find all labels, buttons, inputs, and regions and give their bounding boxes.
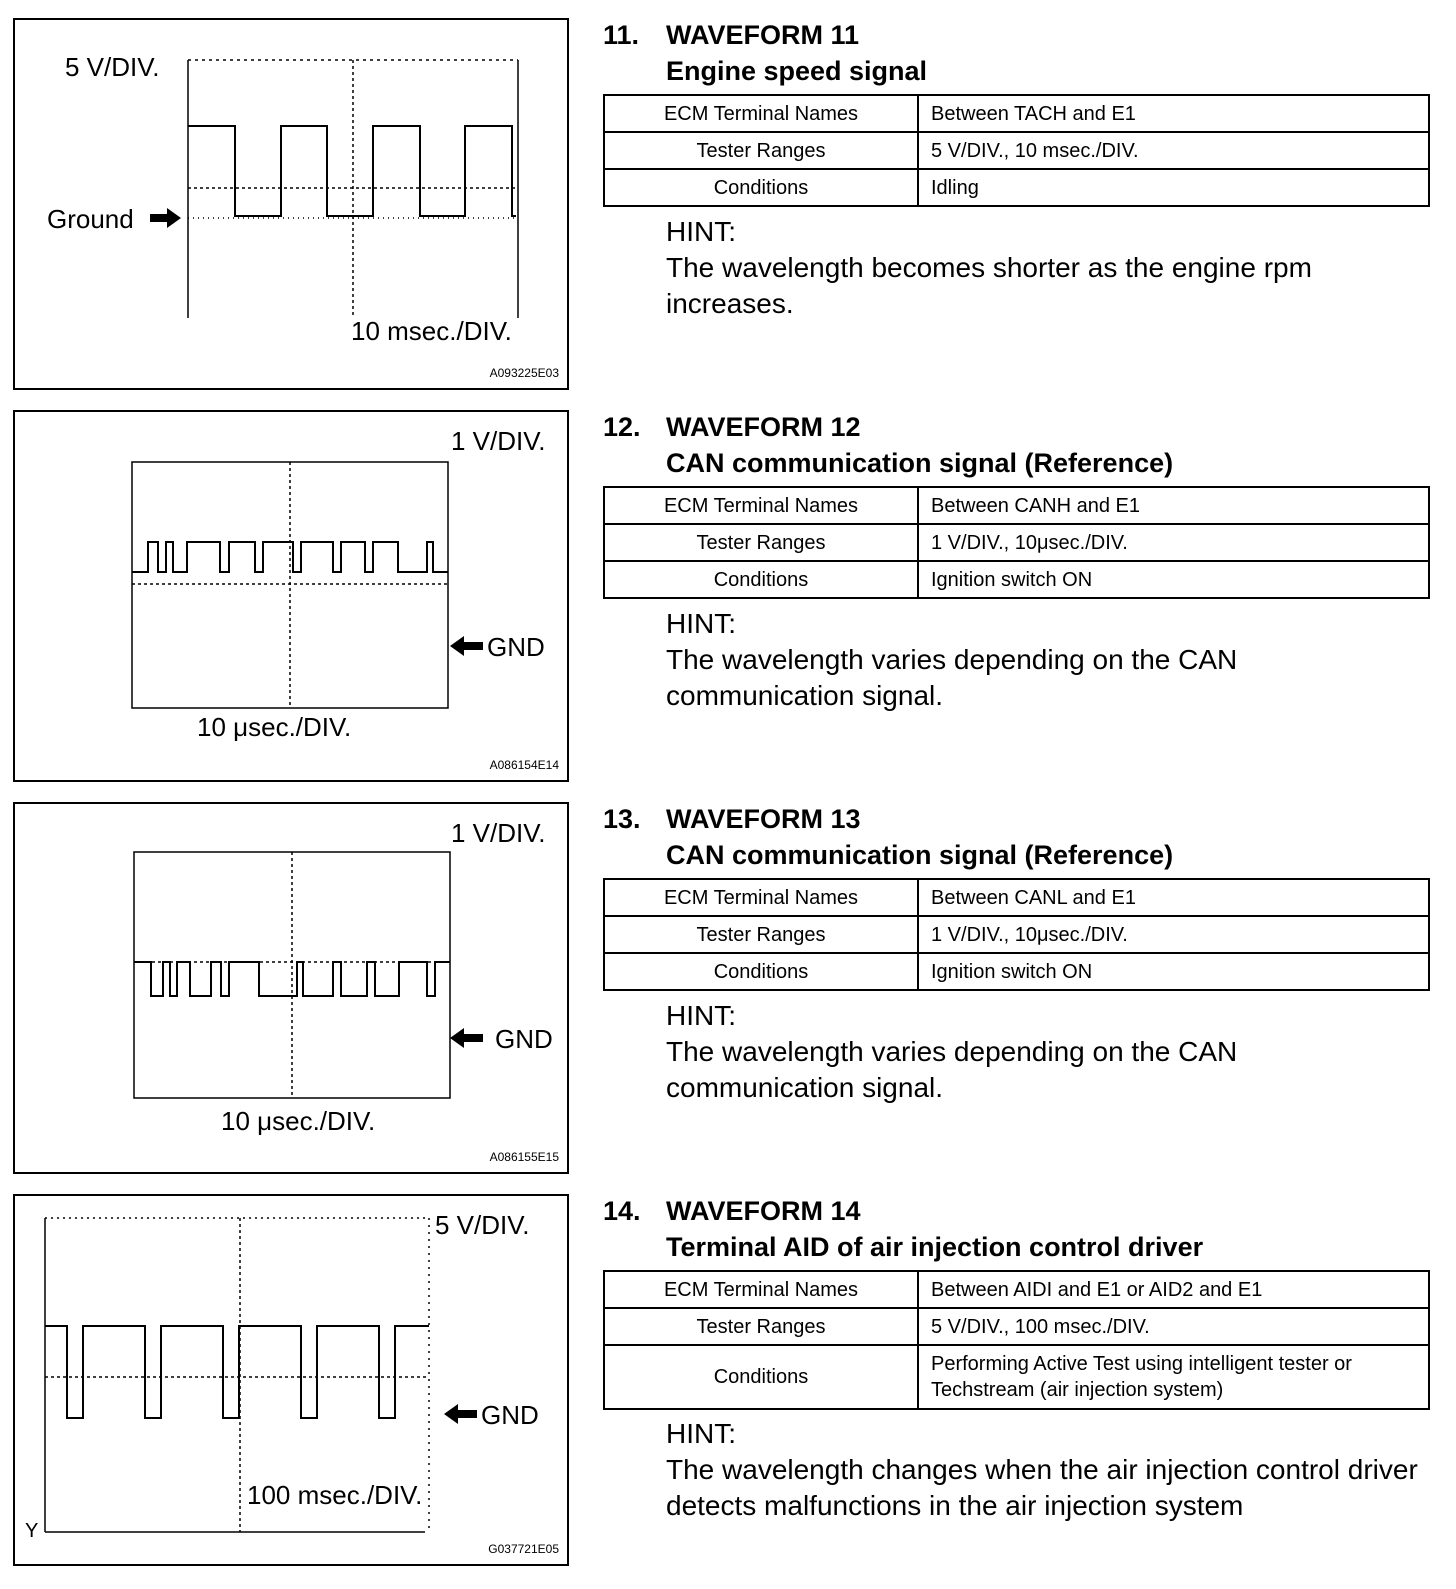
section-title: WAVEFORM 12 <box>666 412 861 442</box>
waveform-13-figure <box>13 802 569 1174</box>
section-number: 14. <box>603 1196 641 1226</box>
hint-label: HINT: <box>666 1000 736 1031</box>
hint-text: The wavelength changes when the air injection control driver detects malfunctions in the air injection system <box>666 1454 1418 1521</box>
hint-label: HINT: <box>666 216 736 247</box>
hint <box>666 1416 1426 1524</box>
figure-code: A086155E15 <box>489 1150 559 1164</box>
spec-table <box>603 878 1430 991</box>
section-subtitle: Terminal AID of air injection control driver <box>666 1232 1204 1262</box>
hint <box>666 998 1426 1106</box>
corner-label: Y <box>25 1520 39 1542</box>
table-row: ECM Terminal Names Between CANL and E1 <box>604 879 1429 916</box>
spec-table <box>603 94 1430 207</box>
volt-div-label: 1 V/DIV. <box>451 818 546 848</box>
table-row: ECM Terminal Names Between AIDI and E1 or AID2 and E1 <box>604 1271 1429 1308</box>
table-row: Tester Ranges 1 V/DIV., 10μsec./DIV. <box>604 524 1429 561</box>
spec-table <box>603 1270 1430 1410</box>
section-waveform-13 <box>0 802 1456 1197</box>
hint-text: The wavelength becomes shorter as the engine rpm increases. <box>666 252 1312 319</box>
section-number: 12. <box>603 412 641 442</box>
time-div-label: 10 msec./DIV. <box>351 316 512 346</box>
table-row: Conditions Ignition switch ON <box>604 561 1429 598</box>
volt-div-label: 5 V/DIV. <box>65 52 160 82</box>
gnd-label: GND <box>495 1024 553 1054</box>
figure-code: A093225E03 <box>489 366 559 380</box>
gnd-arrow-icon <box>444 1404 477 1424</box>
section-number: 13. <box>603 804 641 834</box>
hint <box>666 606 1426 714</box>
section-title: WAVEFORM 11 <box>666 20 860 50</box>
table-row: Conditions Ignition switch ON <box>604 953 1429 990</box>
time-div-label: 10 μsec./DIV. <box>197 712 352 742</box>
figure-code: G037721E05 <box>488 1542 559 1556</box>
waveform-11-figure <box>13 18 569 390</box>
volt-div-label: 5 V/DIV. <box>435 1210 530 1240</box>
hint-text: The wavelength varies depending on the CAN communication signal. <box>666 1036 1238 1103</box>
table-row: Conditions Idling <box>604 169 1429 206</box>
table-row: Tester Ranges 1 V/DIV., 10μsec./DIV. <box>604 916 1429 953</box>
section-waveform-14 <box>0 1194 1456 1589</box>
hint <box>666 214 1426 322</box>
table-row: Conditions Performing Active Test using intelligent tester or Techstream (air injection system) <box>604 1345 1429 1409</box>
hint-label: HINT: <box>666 608 736 639</box>
section-title: WAVEFORM 14 <box>666 1196 861 1226</box>
ground-arrow-icon <box>150 208 181 228</box>
section-subtitle: Engine speed signal <box>666 56 928 86</box>
section-subtitle: CAN communication signal (Reference) <box>666 840 1174 870</box>
gnd-label: GND <box>481 1400 539 1430</box>
table-row: ECM Terminal Names Between TACH and E1 <box>604 95 1429 132</box>
section-subtitle: CAN communication signal (Reference) <box>666 448 1174 478</box>
figure-code: A086154E14 <box>489 758 559 772</box>
table-row: Tester Ranges 5 V/DIV., 100 msec./DIV. <box>604 1308 1429 1345</box>
spec-table <box>603 486 1430 599</box>
waveform-14-trace <box>45 1326 429 1418</box>
section-number: 11. <box>603 20 640 50</box>
waveform-14-figure <box>13 1194 569 1566</box>
hint-text: The wavelength varies depending on the CAN communication signal. <box>666 644 1238 711</box>
gnd-arrow-icon <box>450 1028 483 1048</box>
hint-label: HINT: <box>666 1418 736 1449</box>
time-div-label: 10 μsec./DIV. <box>221 1106 376 1136</box>
gnd-label: GND <box>487 632 545 662</box>
ground-label: Ground <box>47 204 134 234</box>
time-div-label: 100 msec./DIV. <box>247 1480 423 1510</box>
waveform-11-trace <box>188 126 516 216</box>
gnd-arrow-icon <box>450 636 483 656</box>
section-title: WAVEFORM 13 <box>666 804 861 834</box>
table-row: Tester Ranges 5 V/DIV., 10 msec./DIV. <box>604 132 1429 169</box>
table-row: ECM Terminal Names Between CANH and E1 <box>604 487 1429 524</box>
section-waveform-12 <box>0 410 1456 805</box>
waveform-12-figure <box>13 410 569 782</box>
volt-div-label: 1 V/DIV. <box>451 426 546 456</box>
section-waveform-11 <box>0 18 1456 413</box>
